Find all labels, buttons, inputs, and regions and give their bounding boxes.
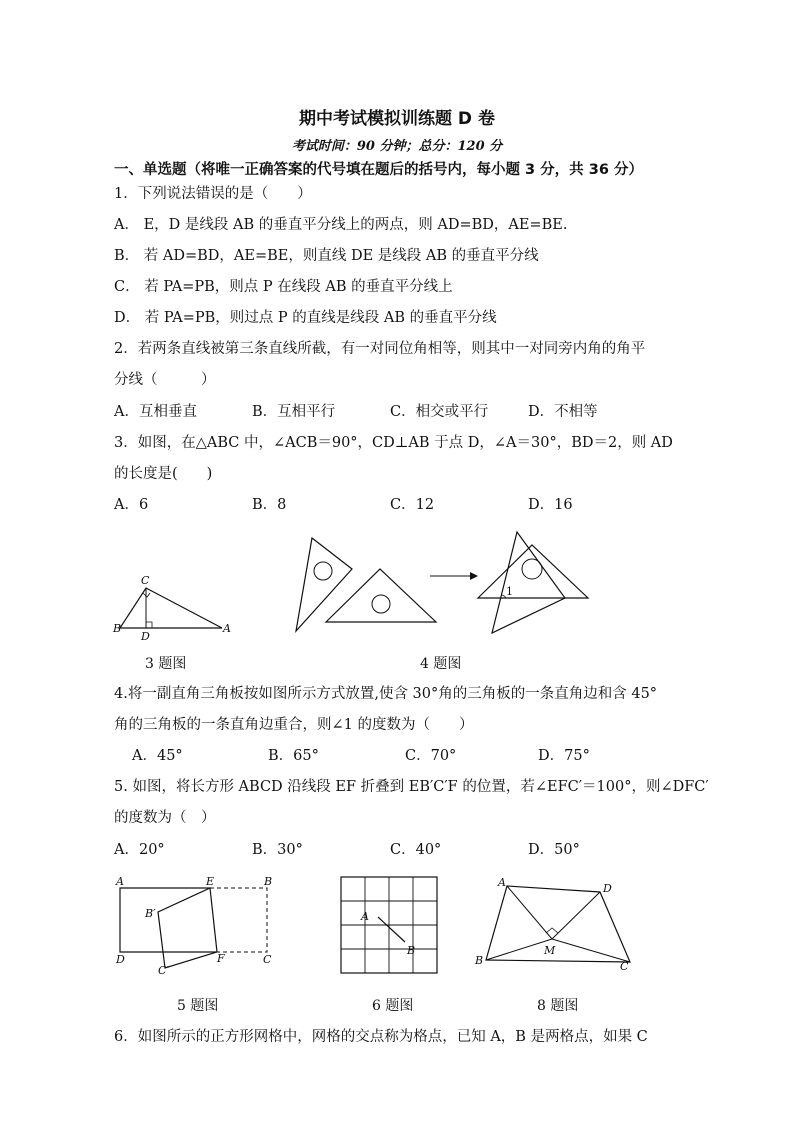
fig3-right-angle-d — [146, 622, 152, 628]
fig5-rect-dashed — [210, 888, 267, 952]
exam-info: 考试时间：90 分钟；总分：120 分 — [291, 139, 503, 154]
page-title: 期中考试模拟训练题 D 卷 — [299, 109, 495, 129]
fig4-hole-1 — [314, 562, 332, 580]
fig5-label-c: C — [263, 953, 272, 966]
fig3-caption: 3 题图 — [145, 656, 187, 672]
fig3-label-d: D — [141, 630, 150, 643]
fig5-label-a: A — [116, 875, 124, 888]
fig3-label-a: A — [223, 622, 231, 635]
fig4-30-triangle — [296, 538, 352, 631]
q1-option-c: C． 若 PA=PB，则点 P 在线段 AB 的垂直平分线上 — [114, 279, 453, 295]
fig8-right-angle — [546, 928, 558, 933]
fig4-angle-label: 1 — [506, 585, 513, 598]
fig4-hole-3 — [522, 559, 542, 579]
fig8-caption: 8 题图 — [537, 998, 579, 1014]
fig8-dm — [552, 892, 600, 939]
figure-3 — [110, 570, 235, 642]
q6-stem-line1: 6．如图所示的正方形网格中，网格的交点称为格点，已知 A，B 是两格点，如果 C — [114, 1029, 648, 1045]
figure-5 — [110, 872, 280, 977]
q2-option-d: D．不相等 — [528, 404, 598, 420]
q4-stem-line1: 4.将一副直角三角板按如图所示方式放置,使含 30°角的三角板的一条直角边和含 45° — [114, 686, 658, 702]
fig8-am — [507, 886, 552, 939]
fig4-30-triangle-moved — [492, 532, 565, 633]
q2-stem-line2: 分线（ ） — [114, 372, 216, 388]
fig4-caption: 4 题图 — [420, 656, 462, 672]
q5-stem-line2: 的度数为（ ） — [114, 810, 216, 826]
fig8-bm — [486, 939, 552, 960]
fig5-rect-solid — [120, 888, 217, 952]
fig3-label-c: C — [141, 574, 150, 587]
fig6-label-b: B — [407, 944, 416, 957]
q3-option-a: A．6 — [114, 497, 149, 513]
q3-option-c: C．12 — [390, 497, 435, 513]
fig5-label-c-prime: C′ — [158, 964, 169, 977]
fig5-caption: 5 题图 — [177, 998, 219, 1014]
fig6-segment-ab — [378, 917, 405, 942]
fig4-hole-2 — [372, 595, 390, 613]
fig8-label-m: M — [544, 944, 556, 957]
fig8-label-c: C — [620, 960, 629, 973]
q5-option-c: C．40° — [390, 842, 442, 858]
fig6-caption: 6 题图 — [372, 998, 414, 1014]
fig5-label-d: D — [116, 953, 125, 966]
figure-4 — [270, 525, 600, 635]
fig3-label-b: B — [113, 622, 122, 635]
q2-option-b: B．互相平行 — [252, 404, 336, 420]
q2-option-a: A．互相垂直 — [114, 404, 197, 420]
q4-option-b: B．65° — [268, 748, 319, 764]
fig5-label-e: E — [206, 875, 215, 888]
fig4-45-triangle-moved — [478, 545, 588, 598]
q1-option-a: A． E，D 是线段 AB 的垂直平分线上的两点，则 AD=BD，AE=BE. — [114, 217, 568, 233]
q1-option-d: D． 若 PA=PB，则过点 P 的直线是线段 AB 的垂直平分线 — [114, 310, 497, 326]
q3-option-b: B．8 — [252, 497, 287, 513]
q3-option-d: D．16 — [528, 497, 573, 513]
q1-option-b: B． 若 AD=BD，AE=BE，则直线 DE 是线段 AB 的垂直平分线 — [114, 248, 539, 264]
figure-8 — [472, 872, 642, 977]
fig5-label-b: B — [264, 875, 273, 888]
fig8-cm — [552, 939, 630, 962]
q2-option-c: C．相交或平行 — [390, 404, 489, 420]
q4-option-d: D．75° — [538, 748, 590, 764]
q4-option-a: A．45° — [132, 748, 183, 764]
fig5-label-b-prime: B′ — [145, 907, 156, 920]
q3-stem-line2: 的长度是( ) — [114, 466, 213, 482]
fig5-label-f: F — [217, 952, 225, 965]
q1-stem: 1．下列说法错误的是（ ） — [114, 186, 312, 202]
q5-option-d: D．50° — [528, 842, 580, 858]
figure-6 — [335, 872, 445, 977]
fig3-triangle — [120, 588, 222, 628]
q2-stem-line1: 2．若两条直线被第三条直线所截，有一对同位角相等，则其中一对同旁内角的角平 — [114, 341, 646, 357]
q3-stem-line1: 3．如图，在△ABC 中，∠ACB＝90°，CD⊥AB 于点 D，∠A＝30°，BD＝2，则 AD — [114, 435, 673, 451]
q5-option-a: A．20° — [114, 842, 165, 858]
q5-stem-line1: 5. 如图，将长方形 ABCD 沿线段 EF 折叠到 EB′C′F 的位置，若∠EFC′＝100°，则∠DFC′ — [114, 779, 709, 795]
fig5-folded — [158, 888, 217, 968]
fig8-label-d: D — [603, 882, 612, 895]
q5-option-b: B．30° — [252, 842, 303, 858]
q4-stem-line2: 角的三角板的一条直角边重合，则∠1 的度数为（ ） — [114, 717, 474, 733]
fig8-trapezoid — [486, 886, 630, 962]
section-heading: 一、单选题（将唯一正确答案的代号填在题后的括号内，每小题 3 分，共 36 分） — [114, 162, 643, 178]
fig8-label-b: B — [475, 954, 484, 967]
fig8-label-a: A — [498, 876, 506, 889]
fig6-label-a: A — [361, 910, 369, 923]
fig4-arrow-head — [470, 572, 478, 580]
q4-option-c: C．70° — [405, 748, 457, 764]
